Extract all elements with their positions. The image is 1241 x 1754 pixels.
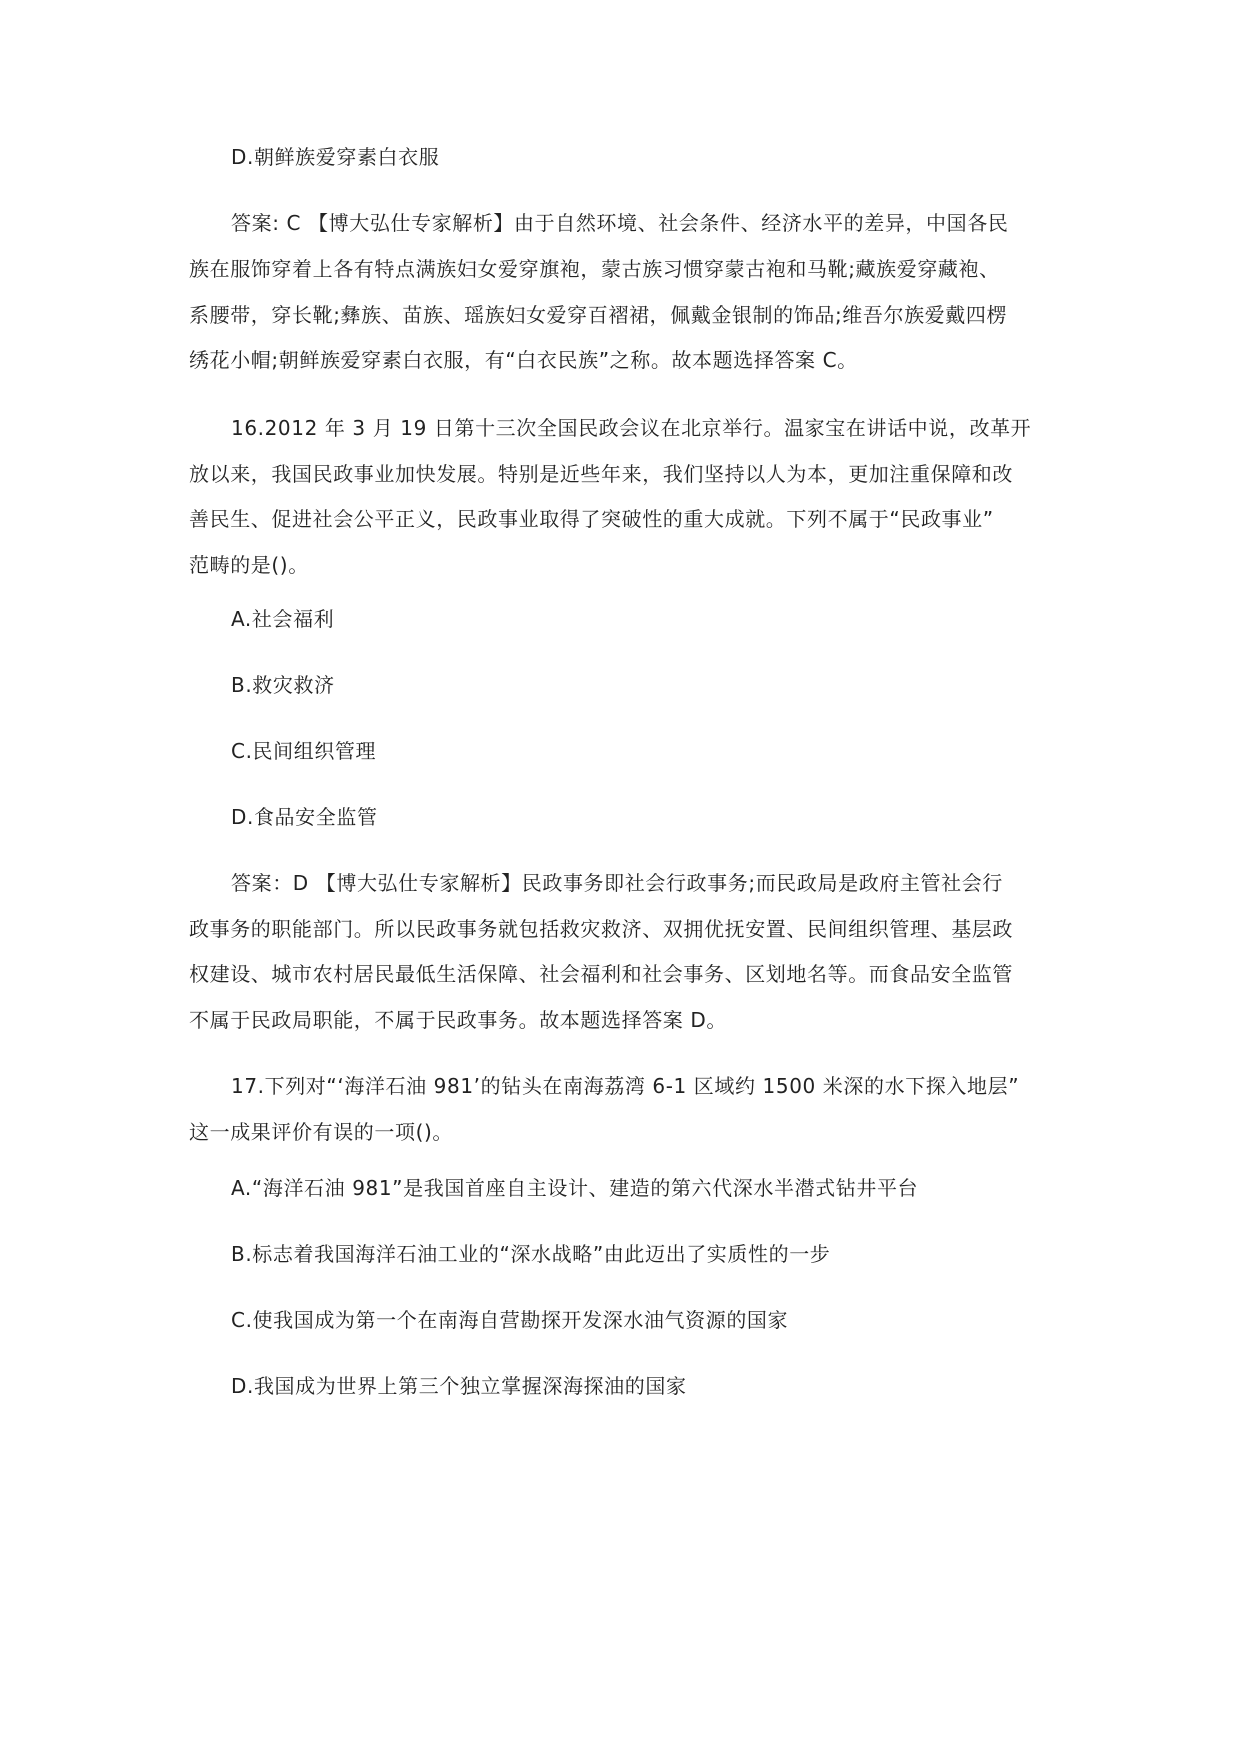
q15-answer-line: 族在服饰穿着上各有特点满族妇女爱穿旗袍，蒙古族习惯穿蒙古袍和马靴;藏族爱穿藏袍、 — [189, 257, 1000, 281]
q16-option-c: C.民间组织管理 — [231, 739, 377, 763]
q16-stem-line: 放以来，我国民政事业加快发展。特别是近些年来，我们坚持以人为本，更加注重保障和改 — [189, 462, 1013, 486]
q15-answer-line: 绣花小帽;朝鲜族爱穿素白衣服，有“白衣民族”之称。故本题选择答案 C。 — [189, 348, 858, 372]
q16-stem-line: 16.2012 年 3 月 19 日第十三次全国民政会议在北京举行。温家宝在讲话中说，改革开 — [231, 416, 1032, 440]
q16-stem-line: 善民生、促进社会公平正义，民政事业取得了突破性的重大成就。下列不属于“民政事业” — [189, 507, 994, 531]
q17-stem-line: 这一成果评价有误的一项()。 — [189, 1120, 454, 1144]
q16-stem-line: 范畴的是()。 — [189, 553, 309, 577]
q17-option-a: A.“海洋石油 981”是我国首座自主设计、建造的第六代深水半潜式钻井平台 — [231, 1176, 919, 1200]
q17-option-d: D.我国成为世界上第三个独立掌握深海探油的国家 — [231, 1374, 687, 1398]
q16-answer-line: 答案：D 【博大弘仕专家解析】民政事务即社会行政事务;而民政局是政府主管社会行 — [231, 871, 1003, 895]
q16-answer-line: 不属于民政局职能，不属于民政事务。故本题选择答案 D。 — [189, 1008, 727, 1032]
q17-option-b: B.标志着我国海洋石油工业的“深水战略”由此迈出了实质性的一步 — [231, 1242, 831, 1266]
q16-option-b: B.救灾救济 — [231, 673, 335, 697]
q15-option-d: D.朝鲜族爱穿素白衣服 — [231, 145, 440, 169]
q17-option-c: C.使我国成为第一个在南海自营勘探开发深水油气资源的国家 — [231, 1308, 789, 1332]
q16-answer-line: 政事务的职能部门。所以民政事务就包括救灾救济、双拥优抚安置、民间组织管理、基层政 — [189, 917, 1013, 941]
q17-stem-line: 17.下列对“‘海洋石油 981’的钻头在南海荔湾 6-1 区域约 1500 米深的水下探入地层” — [231, 1074, 1020, 1098]
q15-answer-line: 系腰带，穿长靴;彝族、苗族、瑶族妇女爱穿百褶裙，佩戴金银制的饰品;维吾尔族爱戴四楞 — [189, 303, 1008, 327]
q16-option-d: D.食品安全监管 — [231, 805, 378, 829]
q16-answer-line: 权建设、城市农村居民最低生活保障、社会福利和社会事务、区划地名等。而食品安全监管 — [189, 962, 1013, 986]
q15-answer-line: 答案: C 【博大弘仕专家解析】由于自然环境、社会条件、经济水平的差异，中国各民 — [231, 211, 1009, 235]
q16-option-a: A.社会福利 — [231, 607, 335, 631]
